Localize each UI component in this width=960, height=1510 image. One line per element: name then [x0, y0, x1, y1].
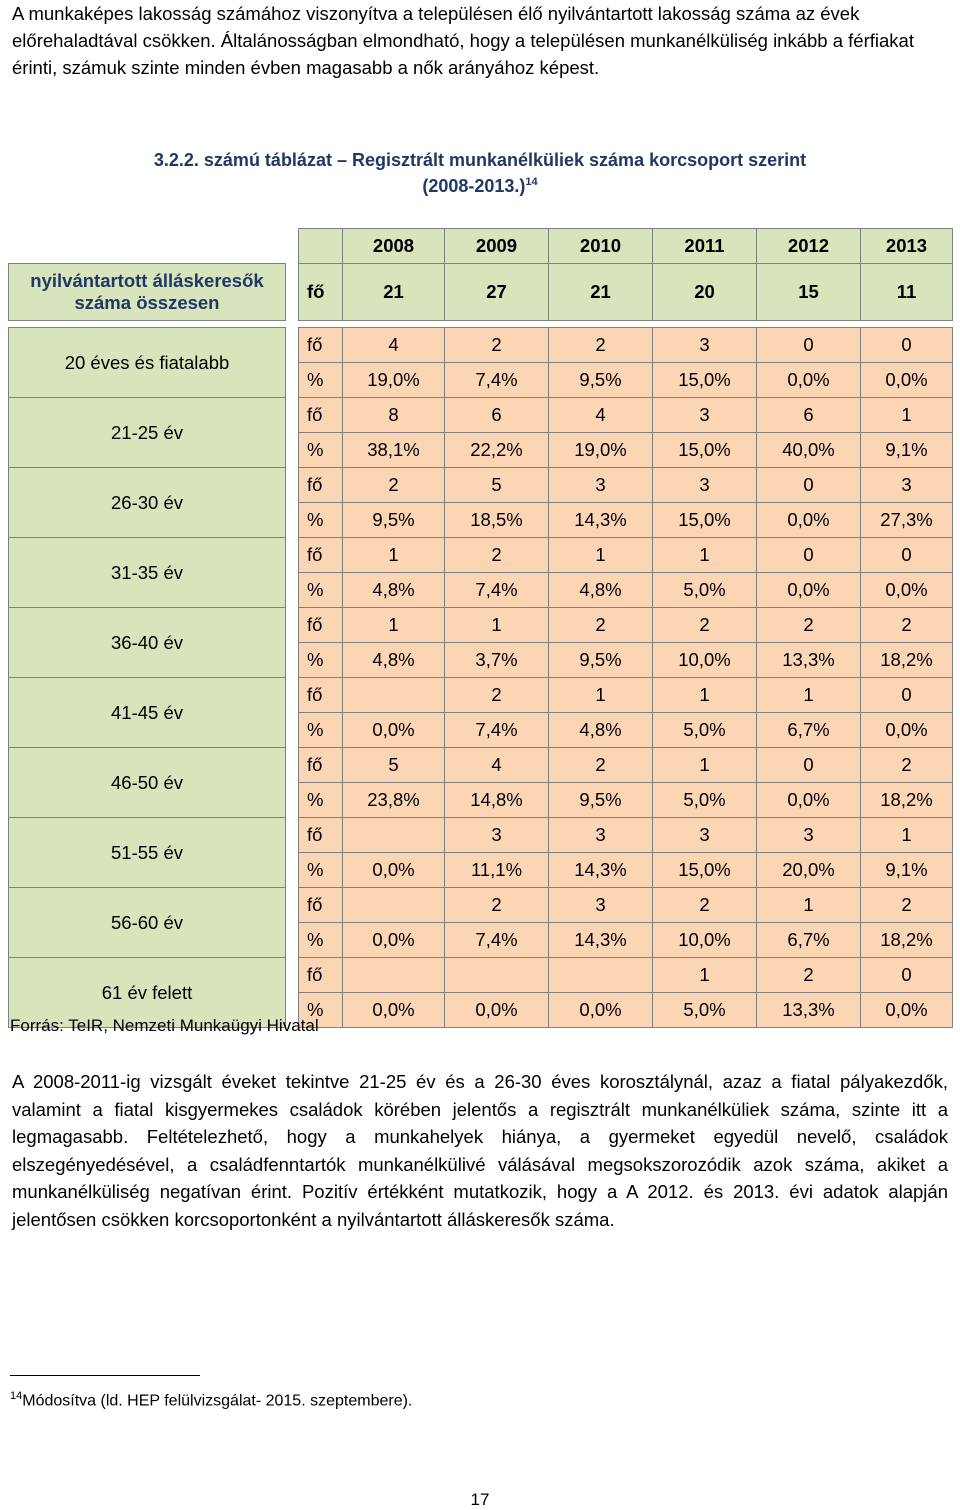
table-body [9, 229, 953, 1028]
gap-cell [286, 328, 299, 398]
count-value: 2 [861, 888, 953, 923]
percent-value: 0,0% [757, 363, 861, 398]
percent-value: 7,4% [445, 573, 549, 608]
count-value: 3 [549, 468, 653, 503]
count-value: 1 [653, 678, 757, 713]
percent-value: 14,8% [445, 783, 549, 818]
percent-value: 18,2% [861, 783, 953, 818]
percent-value: 9,5% [549, 643, 653, 678]
count-value: 3 [653, 328, 757, 363]
age-group-count-row [9, 398, 953, 433]
footnote-text: Módosítva (ld. HEP felülvizsgálat- 2015. szeptembere). [22, 1392, 413, 1410]
count-value: 2 [861, 608, 953, 643]
percent-unit: % [299, 923, 343, 958]
spacer-cell [653, 321, 757, 328]
percent-value: 7,4% [445, 923, 549, 958]
count-value: 1 [549, 678, 653, 713]
percent-value: 9,1% [861, 853, 953, 888]
percent-value: 14,3% [549, 503, 653, 538]
table-caption-years: (2008-2013.) [422, 176, 526, 196]
total-row [9, 264, 953, 321]
percent-value: 15,0% [653, 503, 757, 538]
total-value: 20 [653, 264, 757, 321]
count-value: 1 [757, 678, 861, 713]
gap-cell [286, 229, 299, 264]
count-value: 2 [653, 888, 757, 923]
percent-value: 9,1% [861, 433, 953, 468]
count-value: 2 [343, 468, 445, 503]
percent-value: 10,0% [653, 643, 757, 678]
count-unit: fő [299, 328, 343, 363]
count-value: 1 [861, 398, 953, 433]
percent-value: 9,5% [549, 363, 653, 398]
age-group-count-row [9, 608, 953, 643]
year-header-row [9, 229, 953, 264]
count-value: 4 [343, 328, 445, 363]
count-value: 2 [445, 328, 549, 363]
percent-value: 15,0% [653, 363, 757, 398]
age-group-count-row [9, 818, 953, 853]
count-value: 0 [861, 328, 953, 363]
percent-value: 19,0% [343, 363, 445, 398]
age-group-label: 41-45 év [9, 678, 286, 748]
percent-value: 15,0% [653, 433, 757, 468]
age-group-label: 36-40 év [9, 608, 286, 678]
gap-cell [286, 678, 299, 748]
count-unit: fő [299, 468, 343, 503]
count-value: 0 [757, 538, 861, 573]
total-value: 21 [549, 264, 653, 321]
total-value: 21 [343, 264, 445, 321]
percent-unit: % [299, 643, 343, 678]
total-unit: fő [299, 264, 343, 321]
year-header: 2013 [861, 229, 953, 264]
percent-value: 4,8% [549, 713, 653, 748]
percent-unit: % [299, 503, 343, 538]
empty-cell [9, 229, 286, 264]
count-value: 3 [757, 818, 861, 853]
percent-value: 18,2% [861, 643, 953, 678]
year-header: 2008 [343, 229, 445, 264]
count-value: 1 [549, 538, 653, 573]
count-value: 2 [549, 608, 653, 643]
count-value: 0 [861, 538, 953, 573]
age-group-label: 56-60 év [9, 888, 286, 958]
footnote-divider [10, 1375, 200, 1376]
count-value: 1 [343, 538, 445, 573]
percent-value: 0,0% [757, 783, 861, 818]
count-value [343, 958, 445, 993]
percent-value: 23,8% [343, 783, 445, 818]
percent-value: 5,0% [653, 783, 757, 818]
footnote [10, 1390, 412, 1410]
percent-value: 7,4% [445, 363, 549, 398]
count-value: 2 [757, 958, 861, 993]
age-group-count-row [9, 468, 953, 503]
count-value: 1 [653, 538, 757, 573]
age-group-label: 31-35 év [9, 538, 286, 608]
analysis-paragraph: A 2008-2011-ig vizsgált éveket tekintve 21-25 év és a 26-30 éves korosztálynál, azaz a fiatal pályakezdők, valamint a fiatal kisgyermekes családok körében jelentős a regisztrált munkanélküliek száma, szinte itt a legmagasabb. Feltételezhető, hogy a munkahelyek hiánya, a gyermeket egyedül nevelő, családok elszegényedésével, a családfenntartók munkanélkülivé válásával megsokszorozódik azok száma, akiket a munkanélküliség negatívan érint. Pozitív értékként mutatkozik, hogy a A 2012. és 2013. évi adatok alapján jelentősen csökken korcsoportonként a nyilvántartott álláskeresők száma. [12, 1071, 948, 1230]
percent-value: 9,5% [343, 503, 445, 538]
percent-unit: % [299, 573, 343, 608]
gap-cell [286, 888, 299, 958]
age-group-count-row [9, 748, 953, 783]
percent-value: 4,8% [549, 573, 653, 608]
count-value: 6 [757, 398, 861, 433]
count-value: 5 [445, 468, 549, 503]
count-unit: fő [299, 748, 343, 783]
page-number: 17 [470, 1490, 490, 1509]
gap-cell [286, 468, 299, 538]
count-value: 0 [757, 748, 861, 783]
count-value [445, 958, 549, 993]
percent-value: 22,2% [445, 433, 549, 468]
percent-unit: % [299, 433, 343, 468]
percent-value: 15,0% [653, 853, 757, 888]
percent-value: 0,0% [861, 363, 953, 398]
count-unit: fő [299, 678, 343, 713]
percent-value: 0,0% [343, 993, 445, 1028]
year-header: 2011 [653, 229, 757, 264]
age-group-count-row [9, 328, 953, 363]
spacer-row [9, 321, 953, 328]
percent-value: 13,3% [757, 643, 861, 678]
count-value: 2 [861, 748, 953, 783]
year-header: 2009 [445, 229, 549, 264]
count-value: 1 [757, 888, 861, 923]
percent-value: 9,5% [549, 783, 653, 818]
count-value: 3 [653, 468, 757, 503]
count-value [343, 818, 445, 853]
count-value: 6 [445, 398, 549, 433]
year-header: 2010 [549, 229, 653, 264]
age-group-label: 46-50 év [9, 748, 286, 818]
count-value: 2 [653, 608, 757, 643]
percent-value: 0,0% [861, 573, 953, 608]
age-group-label: 21-25 év [9, 398, 286, 468]
count-value: 4 [445, 748, 549, 783]
count-value: 3 [653, 818, 757, 853]
count-unit: fő [299, 538, 343, 573]
spacer-cell [445, 321, 549, 328]
percent-value: 5,0% [653, 573, 757, 608]
gap-cell [286, 608, 299, 678]
header-blank-cell [299, 229, 343, 264]
count-unit: fő [299, 888, 343, 923]
percent-value: 4,8% [343, 573, 445, 608]
count-value [343, 678, 445, 713]
percent-unit: % [299, 713, 343, 748]
count-value: 0 [757, 468, 861, 503]
footnote-number: 14 [10, 1390, 23, 1402]
percent-value: 5,0% [653, 993, 757, 1028]
percent-value: 6,7% [757, 713, 861, 748]
percent-value: 10,0% [653, 923, 757, 958]
percent-value: 6,7% [757, 923, 861, 958]
percent-value: 0,0% [343, 923, 445, 958]
percent-value: 18,5% [445, 503, 549, 538]
percent-value: 11,1% [445, 853, 549, 888]
gap-cell [286, 538, 299, 608]
unemployment-table [8, 228, 953, 1028]
age-group-count-row [9, 888, 953, 923]
spacer-cell [757, 321, 861, 328]
percent-value: 14,3% [549, 923, 653, 958]
count-value: 4 [549, 398, 653, 433]
year-header: 2012 [757, 229, 861, 264]
gap-cell [286, 264, 299, 321]
count-value: 3 [445, 818, 549, 853]
count-unit: fő [299, 818, 343, 853]
percent-value: 19,0% [549, 433, 653, 468]
percent-value: 40,0% [757, 433, 861, 468]
age-group-label: 51-55 év [9, 818, 286, 888]
count-value: 2 [549, 748, 653, 783]
count-value: 1 [861, 818, 953, 853]
spacer-cell [861, 321, 953, 328]
total-value: 11 [861, 264, 953, 321]
percent-value: 0,0% [861, 993, 953, 1028]
count-value: 1 [343, 608, 445, 643]
gap-cell [286, 818, 299, 888]
percent-value: 18,2% [861, 923, 953, 958]
total-value: 15 [757, 264, 861, 321]
age-group-label: 20 éves és fiatalabb [9, 328, 286, 398]
source-note: Forrás: TeIR, Nemzeti Munkaügyi Hivatal [10, 1016, 319, 1035]
age-group-count-row [9, 958, 953, 993]
spacer-cell [299, 321, 343, 328]
count-value: 3 [653, 398, 757, 433]
table-caption-line2 [0, 176, 960, 197]
percent-value: 0,0% [757, 573, 861, 608]
age-group-label: 26-30 év [9, 468, 286, 538]
percent-unit: % [299, 363, 343, 398]
total-value: 27 [445, 264, 549, 321]
table-caption-line1: 3.2.2. számú táblázat – Regisztrált munkanélküliek száma korcsoport szerint [153, 150, 807, 170]
spacer-cell [9, 321, 286, 328]
age-group-count-row [9, 678, 953, 713]
count-value [549, 958, 653, 993]
count-value [343, 888, 445, 923]
count-value: 8 [343, 398, 445, 433]
percent-unit: % [299, 853, 343, 888]
count-value: 1 [445, 608, 549, 643]
count-value: 2 [549, 328, 653, 363]
spacer-cell [343, 321, 445, 328]
gap-cell [286, 748, 299, 818]
percent-value: 20,0% [757, 853, 861, 888]
intro-paragraph: A munkaképes lakosság számához viszonyítva a településen élő nyilvántartott lakosság száma az évek előrehaladtával csökken. Általánosságban elmondható, hogy a településen munkanélküliség inkább a férfiakat érinti, számuk szinte minden évben magasabb a nők arányához képest. [12, 3, 914, 78]
percent-value: 14,3% [549, 853, 653, 888]
percent-value: 0,0% [861, 713, 953, 748]
percent-value: 0,0% [549, 993, 653, 1028]
count-unit: fő [299, 398, 343, 433]
percent-value: 0,0% [445, 993, 549, 1028]
percent-value: 13,3% [757, 993, 861, 1028]
count-value: 0 [861, 678, 953, 713]
count-value: 2 [757, 608, 861, 643]
count-value: 5 [343, 748, 445, 783]
count-unit: fő [299, 608, 343, 643]
count-value: 2 [445, 888, 549, 923]
gap-cell [286, 398, 299, 468]
percent-value: 7,4% [445, 713, 549, 748]
count-value: 3 [549, 888, 653, 923]
footnote-ref: 14 [525, 176, 538, 188]
percent-value: 5,0% [653, 713, 757, 748]
count-value: 1 [653, 748, 757, 783]
percent-value: 3,7% [445, 643, 549, 678]
count-value: 3 [549, 818, 653, 853]
percent-value: 38,1% [343, 433, 445, 468]
age-group-label: 61 év felett [9, 958, 286, 1028]
percent-unit: % [299, 993, 343, 1028]
count-value: 2 [445, 678, 549, 713]
total-label: nyilvántartott álláskeresők száma összesen [9, 264, 286, 321]
count-value: 0 [861, 958, 953, 993]
count-value: 2 [445, 538, 549, 573]
count-value: 3 [861, 468, 953, 503]
percent-value: 27,3% [861, 503, 953, 538]
percent-unit: % [299, 783, 343, 818]
percent-value: 0,0% [343, 713, 445, 748]
percent-value: 0,0% [343, 853, 445, 888]
count-value: 0 [757, 328, 861, 363]
count-value: 1 [653, 958, 757, 993]
percent-value: 4,8% [343, 643, 445, 678]
spacer-cell [549, 321, 653, 328]
count-unit: fő [299, 958, 343, 993]
spacer-cell [286, 321, 299, 328]
age-group-count-row [9, 538, 953, 573]
percent-value: 0,0% [757, 503, 861, 538]
